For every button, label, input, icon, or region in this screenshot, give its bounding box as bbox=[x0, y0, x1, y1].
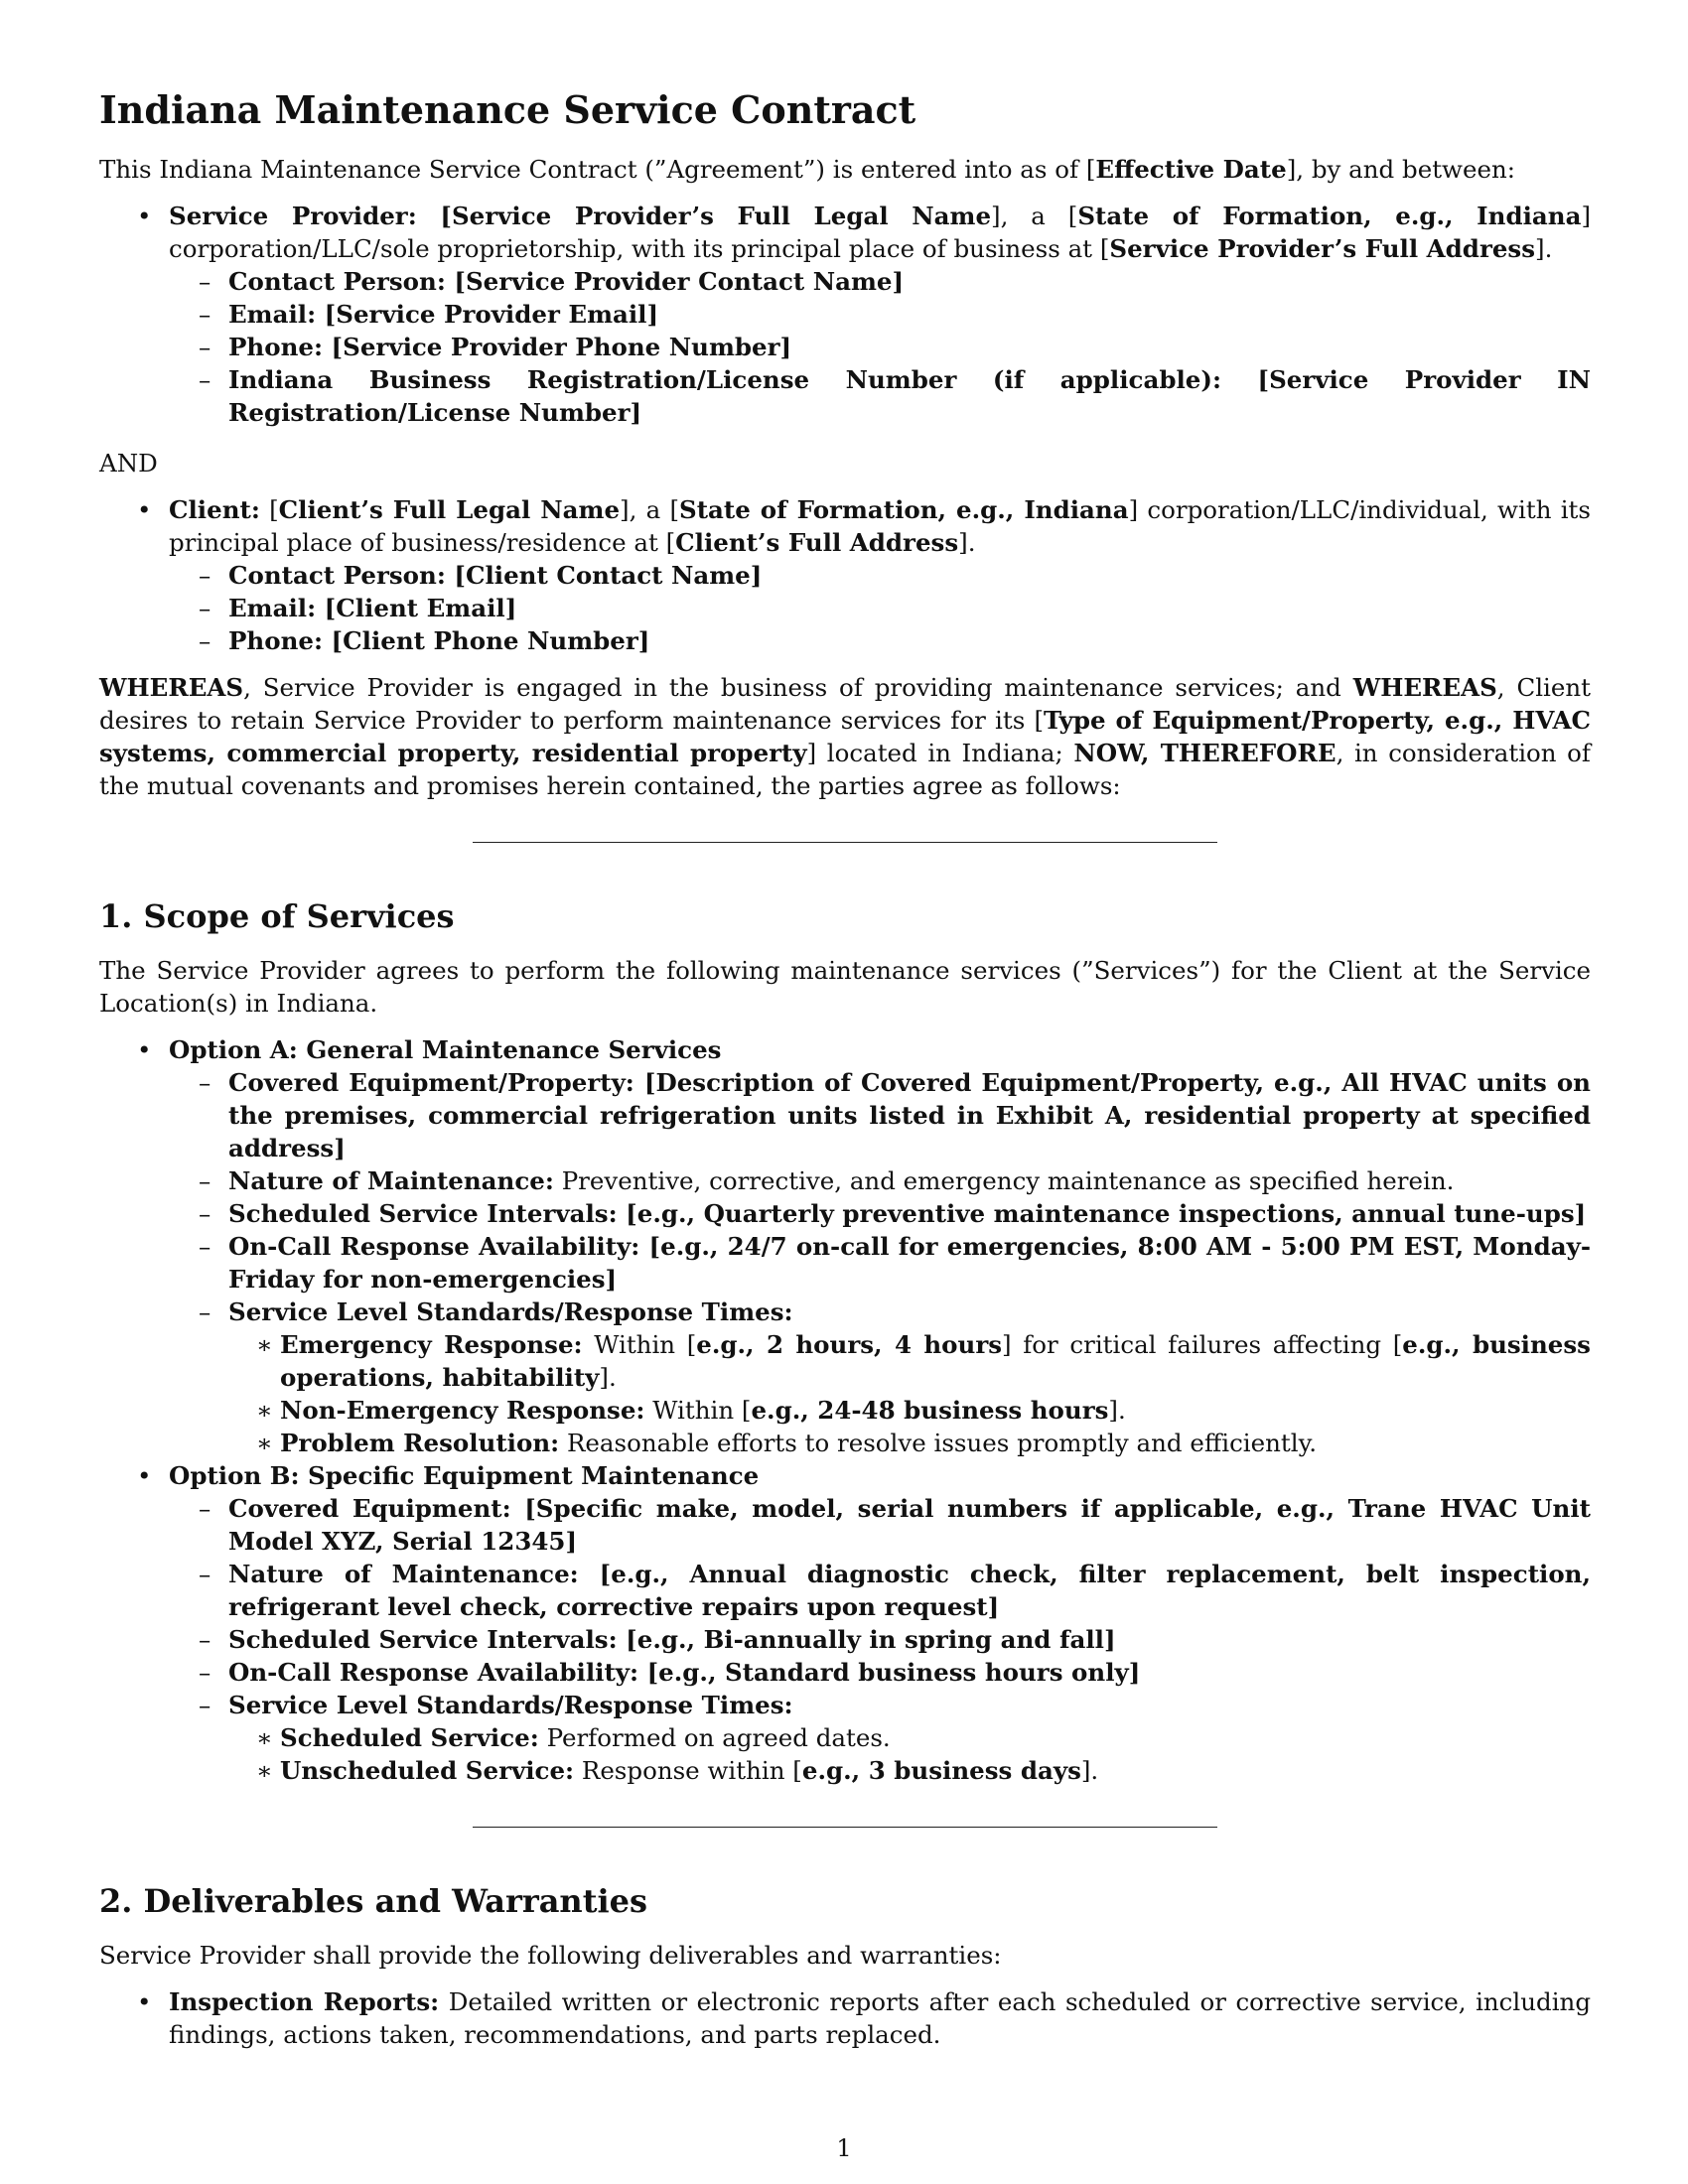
section-2-intro: Service Provider shall provide the following deliverables and warranties: bbox=[99, 1941, 1002, 1970]
option-a-service-levels: – Service Level Standards/Response Times: ∗ Emergency Response: Within [e.g., 2 hours, 4 hours] for critical failures affecting [e.g., business operations, habitability]. ∗ Non-Emergency Response: Within [e.g., 24-48 business hours]. ∗ Problem Resolution: Reasonable efforts to resolve issues promptly and efficiently. bbox=[169, 1296, 1591, 1459]
scheduled-service: ∗ Scheduled Service: Performed on agreed dates. bbox=[228, 1721, 1591, 1754]
option-b-title: Option B: Specific Equipment Maintenance bbox=[169, 1461, 760, 1490]
section-divider bbox=[473, 1827, 1217, 1828]
inspection-reports: • Inspection Reports: Detailed written or electronic reports after each scheduled or corrective service, including findings, actions taken, recommendations, and parts replaced. bbox=[99, 1985, 1591, 2051]
problem-resolution: ∗ Problem Resolution: Reasonable efforts to resolve issues promptly and efficiently. bbox=[228, 1427, 1591, 1459]
client-text: ], a [ bbox=[620, 495, 680, 524]
option-a bbox=[99, 1033, 1591, 1459]
option-b-details bbox=[169, 1492, 1591, 1787]
client-name-placeholder: Client’s Full Legal Name bbox=[278, 495, 621, 524]
scope-options-list bbox=[99, 1033, 1591, 1787]
client-phone: – Phone: [Client Phone Number] bbox=[169, 624, 1591, 657]
page-number: 1 bbox=[836, 2134, 852, 2162]
provider-name-placeholder: Service Provider’s Full Legal Name bbox=[451, 202, 992, 230]
provider-contact: – Contact Person: [Service Provider Contact Name] bbox=[169, 265, 1591, 298]
client-text: ]. bbox=[958, 528, 976, 557]
non-emergency-response: ∗ Non-Emergency Response: Within [e.g., 24-48 business hours]. bbox=[228, 1394, 1591, 1427]
provider-list bbox=[99, 200, 1591, 429]
provider-address-placeholder: Service Provider’s Full Address bbox=[1109, 234, 1536, 263]
option-b-covered: – Covered Equipment: [Specific make, model, serial numbers if applicable, e.g., Trane HVAC Unit Model XYZ, Serial 12345] bbox=[169, 1492, 1591, 1558]
provider-text: ], a [ bbox=[991, 202, 1078, 230]
provider-email: – Email: [Service Provider Email] bbox=[169, 298, 1591, 331]
client-bracket: [ bbox=[259, 495, 279, 524]
provider-license: – Indiana Business Registration/License Number (if applicable): [Service Provider IN Registration/License Number] bbox=[169, 363, 1591, 429]
option-a-response-times bbox=[228, 1328, 1591, 1459]
option-b-response-times bbox=[228, 1721, 1591, 1787]
option-b-service-levels: – Service Level Standards/Response Times: ∗ Scheduled Service: Performed on agreed dates. ∗ Unscheduled Service: Response within [e.g., 3 business days]. bbox=[169, 1689, 1591, 1787]
client-state-placeholder: State of Formation, e.g., Indiana bbox=[679, 495, 1129, 524]
option-a-title: Option A: General Maintenance Services bbox=[169, 1035, 722, 1064]
client-item bbox=[99, 493, 1591, 657]
option-a-nature: – Nature of Maintenance: Preventive, corrective, and emergency maintenance as specified herein. bbox=[169, 1164, 1591, 1197]
emergency-response: ∗ Emergency Response: Within [e.g., 2 hours, 4 hours] for critical failures affecting [e.g., business operations, habitability]. bbox=[228, 1328, 1591, 1394]
whereas-paragraph: WHEREAS, Service Provider is engaged in the business of providing maintenance services; and WHEREAS, Client desires to retain Service Provider to perform maintenance services for its [Type of Equipment/Property, e.g., HVAC systems, commercial property, residential property] located in Indiana; NOW, THEREFORE, in consideration of the mutual covenants and promises herein contained, the parties agree as follows: bbox=[99, 673, 1591, 800]
section-2-heading: 2. Deliverables and Warranties bbox=[99, 1882, 647, 1920]
client-contact: – Contact Person: [Client Contact Name] bbox=[169, 559, 1591, 592]
section-1-intro: The Service Provider agrees to perform the following maintenance services (”Services”) for the Client at the Service Location(s) in Indiana. bbox=[99, 956, 1591, 1018]
effective-date-placeholder: Effective Date bbox=[1095, 155, 1287, 184]
option-a-oncall: – On-Call Response Availability: [e.g., 24/7 on-call for emergencies, 8:00 AM - 5:00 PM EST, Monday-Friday for non-emergencies] bbox=[169, 1230, 1591, 1296]
option-a-details bbox=[169, 1066, 1591, 1459]
intro-text-end: ], by and between: bbox=[1286, 155, 1516, 184]
intro-text: This Indiana Maintenance Service Contract (”Agreement”) is entered into as of [ bbox=[99, 155, 1096, 184]
deliverables-list bbox=[99, 1985, 1591, 2051]
provider-text: ]. bbox=[1535, 234, 1553, 263]
option-a-intervals: – Scheduled Service Intervals: [e.g., Quarterly preventive maintenance inspections, annual tune-ups] bbox=[169, 1197, 1591, 1230]
intro-paragraph bbox=[99, 153, 1591, 186]
option-b bbox=[99, 1459, 1591, 1787]
provider-phone: – Phone: [Service Provider Phone Number] bbox=[169, 331, 1591, 363]
section-divider bbox=[473, 842, 1217, 843]
contract-document bbox=[99, 87, 1591, 2065]
and-separator: AND bbox=[99, 449, 158, 478]
document-title: Indiana Maintenance Service Contract bbox=[99, 87, 916, 132]
provider-details bbox=[169, 265, 1591, 429]
option-a-covered: – Covered Equipment/Property: [Description of Covered Equipment/Property, e.g., All HVAC units on the premises, commercial refrigeration units listed in Exhibit A, residential property at specified address] bbox=[169, 1066, 1591, 1164]
client-address-placeholder: Client’s Full Address bbox=[675, 528, 959, 557]
client-email: – Email: [Client Email] bbox=[169, 592, 1591, 624]
provider-text: ] corporation/LLC/sole proprietorship, with its principal place of business at [ bbox=[169, 202, 1592, 263]
client-text: ] corporation/LLC/individual, with its principal place of business/residence at [ bbox=[169, 495, 1591, 557]
section-1-heading: 1. Scope of Services bbox=[99, 897, 455, 935]
provider-bracket: [ bbox=[416, 202, 452, 230]
option-b-oncall: – On-Call Response Availability: [e.g., Standard business hours only] bbox=[169, 1656, 1591, 1689]
client-label: Client: bbox=[169, 495, 260, 524]
option-b-nature: – Nature of Maintenance: [e.g., Annual diagnostic check, filter replacement, belt inspection, refrigerant level check, corrective repairs upon request] bbox=[169, 1558, 1591, 1623]
client-details bbox=[169, 559, 1591, 657]
provider-label: Service Provider: bbox=[169, 202, 417, 230]
option-b-intervals: – Scheduled Service Intervals: [e.g., Bi-annually in spring and fall] bbox=[169, 1623, 1591, 1656]
unscheduled-service: ∗ Unscheduled Service: Response within [e.g., 3 business days]. bbox=[228, 1754, 1591, 1787]
client-list bbox=[99, 493, 1591, 657]
provider-item bbox=[99, 200, 1591, 429]
provider-state-placeholder: State of Formation, e.g., Indiana bbox=[1077, 202, 1582, 230]
equipment-type-placeholder: Type of Equipment/Property, e.g., HVAC systems, commercial property, residential property bbox=[99, 706, 1591, 767]
